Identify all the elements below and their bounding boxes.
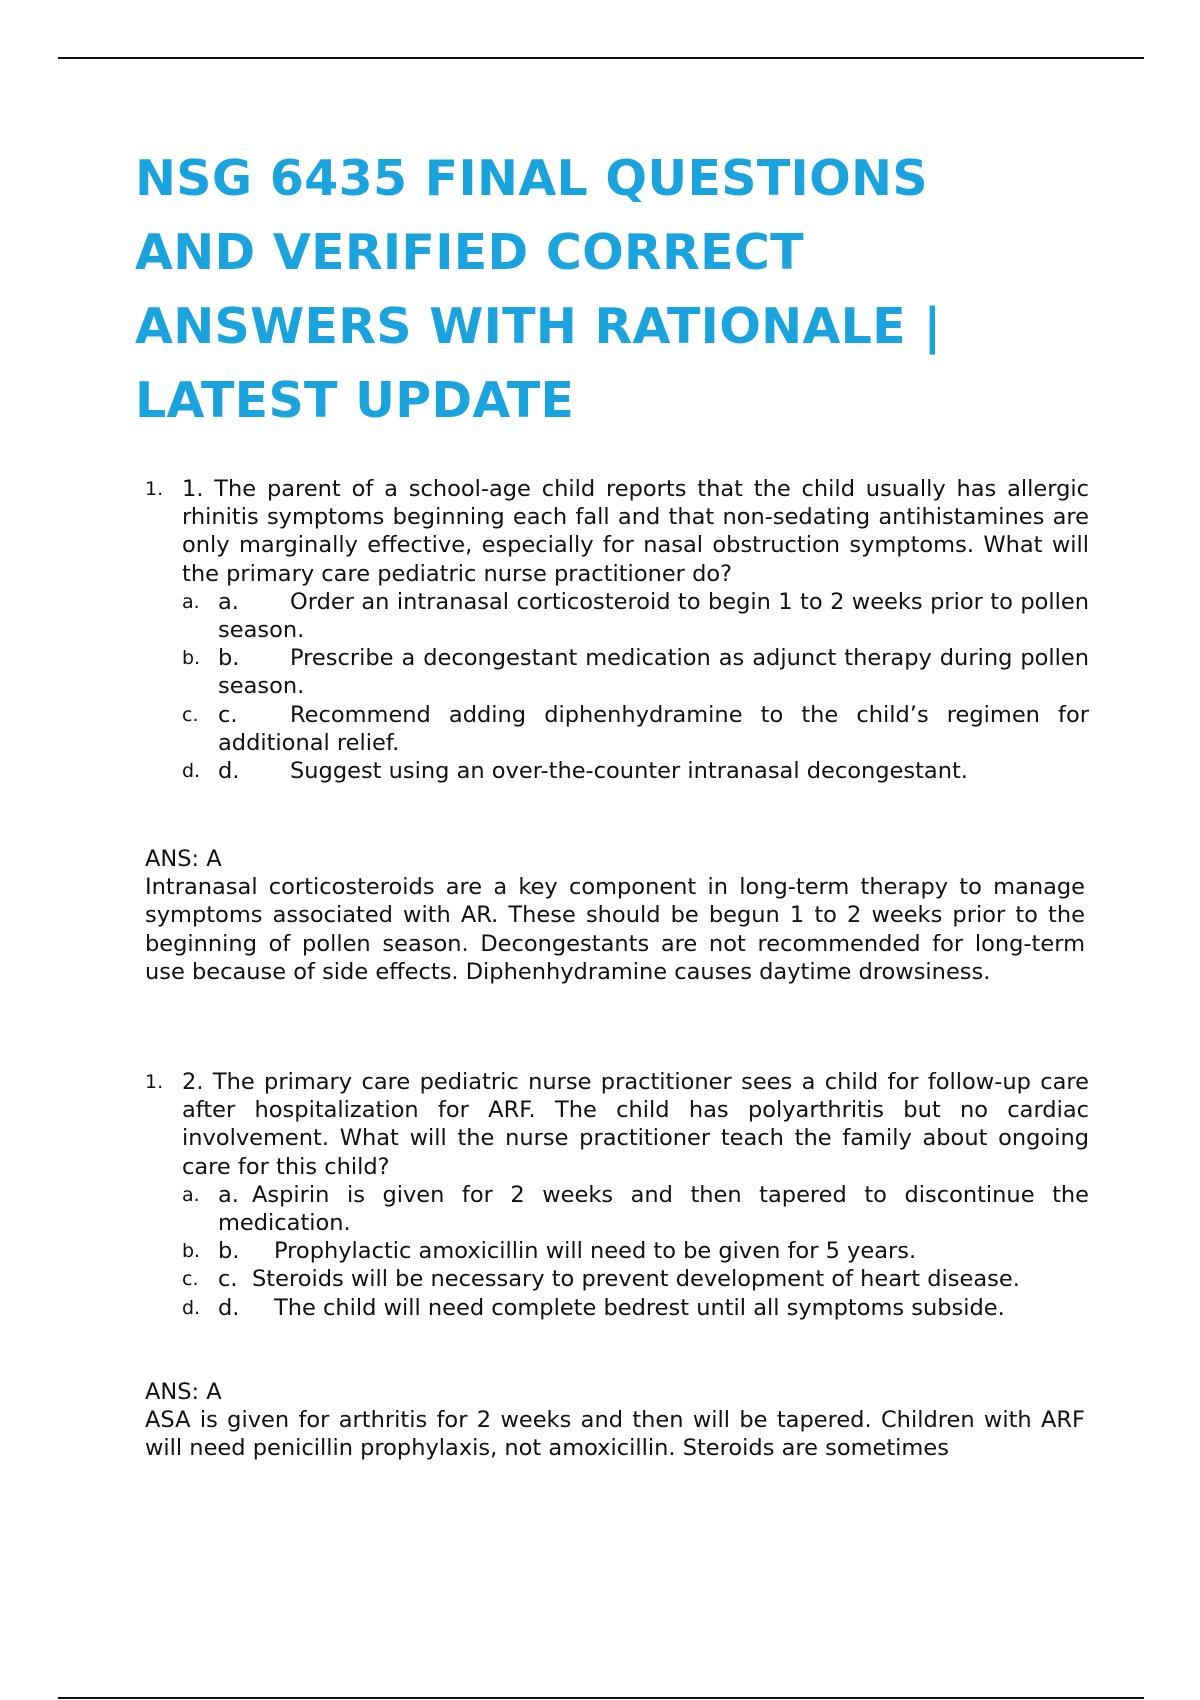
option-text: Steroids will be necessary to prevent development of heart disease. xyxy=(252,1266,1020,1293)
answer-option xyxy=(145,1265,1089,1293)
document-title xyxy=(135,142,1095,438)
option-text: Aspirin is given for 2 weeks and then tapered to discontinue the medication. xyxy=(218,1181,1089,1237)
answer-block-1 xyxy=(145,845,1085,986)
option-text: Prophylactic amoxicillin will need to be given for 5 years. xyxy=(274,1238,917,1265)
answer-option xyxy=(145,1237,1089,1265)
answer-option xyxy=(145,757,1089,785)
option-letter: b. xyxy=(218,645,240,672)
option-marker: c. xyxy=(182,703,199,726)
answer-options xyxy=(145,1181,1089,1322)
answer-option xyxy=(145,644,1089,700)
option-marker: d. xyxy=(182,760,201,783)
rationale-text: Intranasal corticosteroids are a key component in long-term therapy to manage symptoms associated with AR. These should be begun 1 to 2 weeks prior to the beginning of pollen season. Decongestants are not recommended for long-term use because of side effects. Diphenhydramine causes daytime drowsiness. xyxy=(145,874,1085,985)
option-marker: b. xyxy=(182,647,201,670)
top-rule xyxy=(58,57,1144,59)
answer-options xyxy=(145,588,1089,785)
answer-label: ANS: A xyxy=(145,846,222,872)
option-letter: d. xyxy=(218,1294,240,1321)
option-letter: a. xyxy=(218,1181,239,1208)
option-text: Prescribe a decongestant medication as adjunct therapy during pollen season. xyxy=(218,645,1089,700)
option-marker: a. xyxy=(182,1183,200,1206)
list-number: 1. xyxy=(145,478,164,500)
option-text: Order an intranasal corticosteroid to begin 1 to 2 weeks prior to pollen season. xyxy=(218,588,1089,644)
option-marker: c. xyxy=(182,1268,199,1291)
option-text: Recommend adding diphenhydramine to the child’s regimen for additional relief. xyxy=(218,701,1089,756)
question-2 xyxy=(145,1068,1089,1322)
option-marker: d. xyxy=(182,1296,201,1319)
title-line: ANSWERS WITH RATIONALE | xyxy=(135,298,942,355)
option-text: Suggest using an over-the-counter intranasal decongestant. xyxy=(290,758,968,785)
rationale-text: ASA is given for arthritis for 2 weeks and then will be tapered. Children with ARF will need penicillin prophylaxis, not amoxicillin. Steroids are sometimes xyxy=(145,1407,1085,1462)
question-text: 1. The parent of a school-age child reports that the child usually has allergic rhinitis symptoms beginning each fall and that non-sedating antihistamines are only marginally effective, especially for nasal obstruction symptoms. What will the primary care pediatric nurse practitioner do? xyxy=(182,476,1089,587)
title-line: AND VERIFIED CORRECT xyxy=(135,224,804,281)
question-stem xyxy=(145,475,1089,588)
question-1 xyxy=(145,475,1089,785)
title-line: NSG 6435 FINAL QUESTIONS xyxy=(135,150,928,207)
option-letter: b. xyxy=(218,1238,240,1265)
option-letter: a. xyxy=(218,588,239,615)
title-line: LATEST UPDATE xyxy=(135,372,575,429)
answer-block-2 xyxy=(145,1378,1085,1463)
question-text: 2. The primary care pediatric nurse practitioner sees a child for follow-up care after hospitalization for ARF. The child has polyarthritis but no cardiac involvement. What will the nurse practitioner teach the family about ongoing care for this child? xyxy=(182,1069,1089,1180)
option-marker: b. xyxy=(182,1240,201,1263)
answer-option xyxy=(145,1294,1089,1322)
option-marker: a. xyxy=(182,590,200,613)
option-letter: c. xyxy=(218,1266,238,1293)
option-letter: d. xyxy=(218,758,240,785)
option-letter: c. xyxy=(218,701,238,728)
list-number: 1. xyxy=(145,1071,164,1093)
answer-label: ANS: A xyxy=(145,1379,222,1405)
option-text: The child will need complete bedrest until all symptoms subside. xyxy=(274,1294,1005,1321)
bottom-rule xyxy=(58,1697,1144,1699)
question-stem xyxy=(145,1068,1089,1181)
answer-option xyxy=(145,1181,1089,1237)
answer-option xyxy=(145,588,1089,644)
answer-option xyxy=(145,701,1089,757)
